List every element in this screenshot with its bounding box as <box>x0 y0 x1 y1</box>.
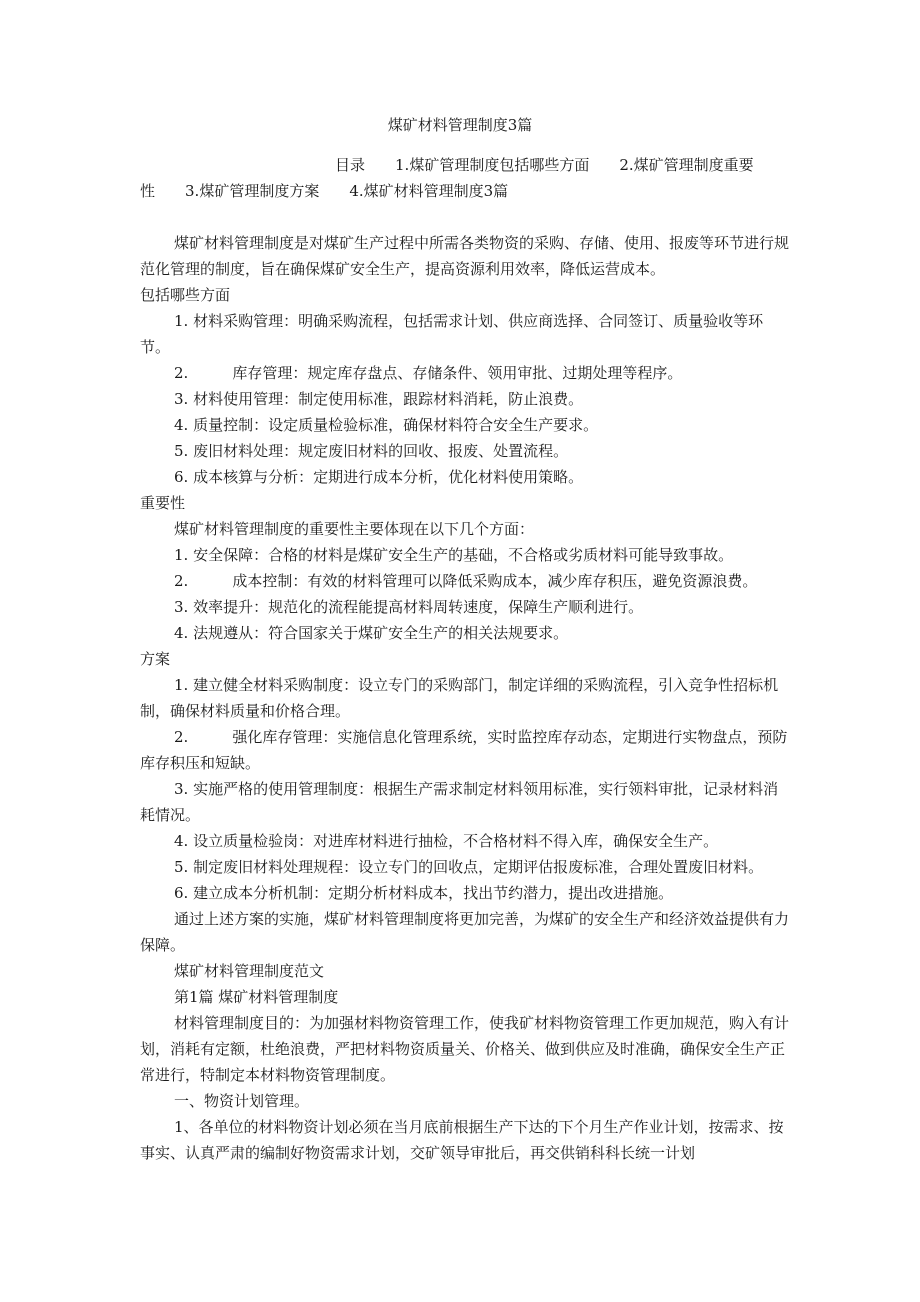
section-heading: 重要性 <box>140 494 186 512</box>
list-item: 4. 设立质量检验岗：对进库材料进行抽检，不合格材料不得入库，确保安全生产。 <box>174 832 719 850</box>
sample-heading: 煤矿材料管理制度范文 <box>174 962 325 980</box>
list-item: 3. 实施严格的使用管理制度：根据生产需求制定材料领用标准，实行领料审批，记录材料消耗情况。 <box>140 780 779 824</box>
list-item: 5. 废旧材料处理：规定废旧材料的回收、报废、处置流程。 <box>174 442 569 460</box>
toc-item[interactable]: 1.煤矿管理制度包括哪些方面 <box>395 156 590 174</box>
toc-item[interactable]: 2.煤矿管理制度重要 <box>619 156 754 174</box>
toc-label: 目录 <box>335 156 366 174</box>
conclusion-paragraph: 通过上述方案的实施，煤矿材料管理制度将更加完善，为煤矿的安全生产和经济效益提供有力保障。 <box>140 910 790 954</box>
intro-paragraph: 煤矿材料管理制度是对煤矿生产过程中所需各类物资的采购、存储、使用、报废等环节进行规范化管理的制度，旨在确保煤矿安全生产，提高资源利用效率，降低运营成本。 <box>140 234 790 278</box>
list-item: 4. 法规遵从：符合国家关于煤矿安全生产的相关法规要求。 <box>174 624 569 642</box>
list-item: 1. 材料采购管理：明确采购流程，包括需求计划、供应商选择、合同签订、质量验收等环节。 <box>140 312 764 356</box>
list-item: 6. 建立成本分析机制：定期分析材料成本，找出节约潜力，提出改进措施。 <box>174 884 674 902</box>
list-item: 1. 建立健全材料采购制度：设立专门的采购部门，制定详细的采购流程，引入竞争性招标机制，确保材料质量和价格合理。 <box>140 676 779 720</box>
section-lead: 煤矿材料管理制度的重要性主要体现在以下几个方面： <box>174 520 535 538</box>
chapter-title: 第1篇 煤矿材料管理制度 <box>174 988 339 1006</box>
list-item: 1. 安全保障：合格的材料是煤矿安全生产的基础，不合格或劣质材料可能导致事故。 <box>174 546 734 564</box>
list-item: 4. 质量控制：设定质量检验标准，确保材料符合安全生产要求。 <box>174 416 599 434</box>
toc-item-continued[interactable]: 性 <box>140 182 156 200</box>
toc-item[interactable]: 3.煤矿管理制度方案 <box>185 182 320 200</box>
purpose-paragraph: 材料管理制度目的：为加强材料物资管理工作，使我矿材料物资管理工作更加规范，购入有计划，消耗有定额，杜绝浪费，严把材料物资质量关、价格关、做到供应及时准确，确保安全生产正常进行，特制定本材料物资管理制度。 <box>140 1014 790 1084</box>
list-item: 2. 强化库存管理：实施信息化管理系统，实时监控库存动态，定期进行实物盘点，预防库存积压和短缺。 <box>140 728 788 772</box>
section-heading: 包括哪些方面 <box>140 286 231 304</box>
list-item: 2. 成本控制：有效的材料管理可以降低采购成本，减少库存积压，避免资源浪费。 <box>174 572 758 590</box>
clause-paragraph: 1、各单位的材料物资计划必须在当月底前根据生产下达的下个月生产作业计划，按需求、按事实、认真严肃的编制好物资需求计划，交矿领导审批后，再交供销科科长统一计划 <box>140 1118 784 1162</box>
document-body <box>140 230 792 1166</box>
list-item: 5. 制定废旧材料处理规程：设立专门的回收点，定期评估报废标准，合理处置废旧材料。 <box>174 858 764 876</box>
list-item: 2. 库存管理：规定库存盘点、存储条件、领用审批、过期处理等程序。 <box>174 364 683 382</box>
list-item: 3. 材料使用管理：制定使用标准，跟踪材料消耗，防止浪费。 <box>174 390 584 408</box>
toc-item[interactable]: 4.煤矿材料管理制度3篇 <box>349 182 509 200</box>
section-title: 一、物资计划管理。 <box>174 1092 310 1110</box>
table-of-contents <box>140 152 790 204</box>
document-title: 煤矿材料管理制度3篇 <box>387 116 533 134</box>
list-item: 3. 效率提升：规范化的流程能提高材料周转速度，保障生产顺利进行。 <box>174 598 644 616</box>
section-heading: 方案 <box>140 650 171 668</box>
list-item: 6. 成本核算与分析：定期进行成本分析，优化材料使用策略。 <box>174 468 584 486</box>
